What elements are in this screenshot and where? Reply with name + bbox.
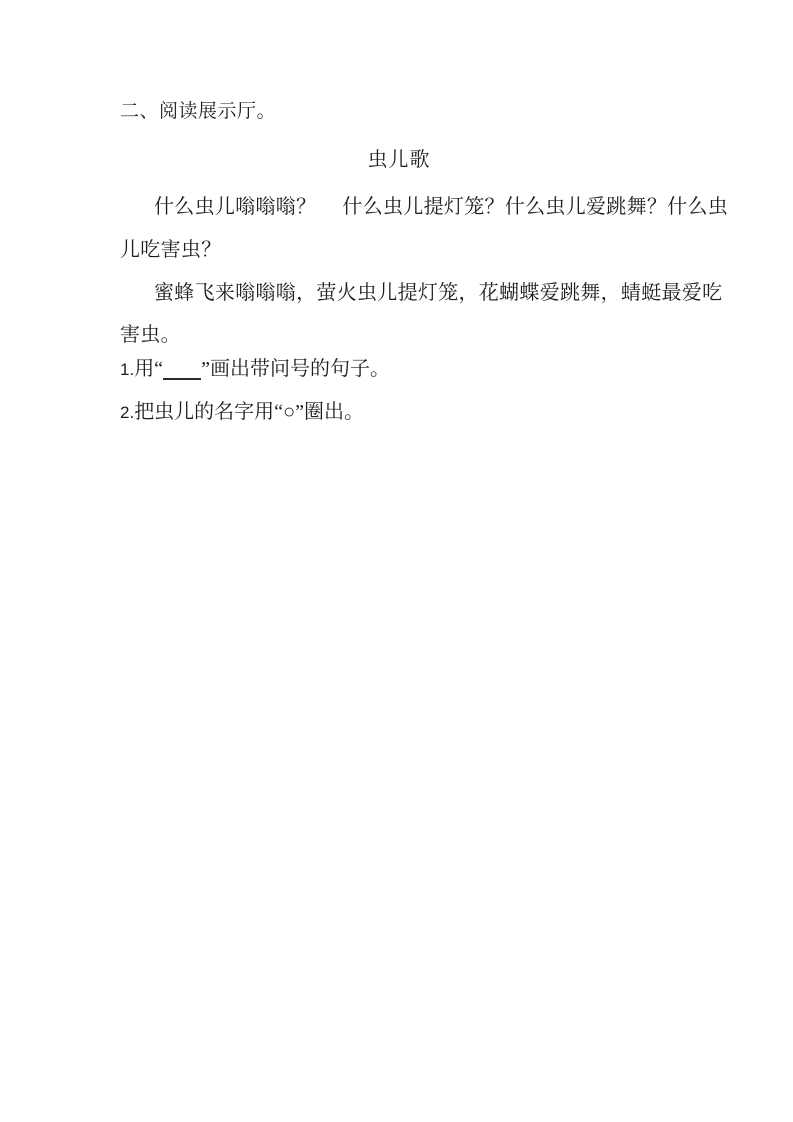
question-text-before-blank: 用“ [134,358,164,380]
section-heading: 二、阅读展示厅。 [120,101,277,122]
question-text-after-blank: ”画出带问号的句子。 [201,358,390,380]
question-item [120,356,678,383]
poem-line: 害虫。 [120,324,181,346]
poem-line-segment: 什么虫儿提灯笼？什么虫儿爱跳舞？什么虫 [342,196,729,218]
poem-title: 虫儿歌 [367,149,431,171]
question-text: 把虫儿的名字用“○”圈出。 [134,401,365,423]
poem-line-segment: 什么虫儿嗡嗡嗡？ [154,196,317,218]
poem-line [120,194,729,220]
poem-line: 儿吃害虫？ [120,239,222,261]
question-item [120,399,678,426]
question-number: 1. [120,360,135,379]
answer-blank-underline [163,362,201,380]
question-number: 2. [120,403,135,422]
poem-line: 蜜蜂飞来嗡嗡嗡，萤火虫儿提灯笼，花蝴蝶爱跳舞，蜻蜓最爱吃 [154,282,723,304]
